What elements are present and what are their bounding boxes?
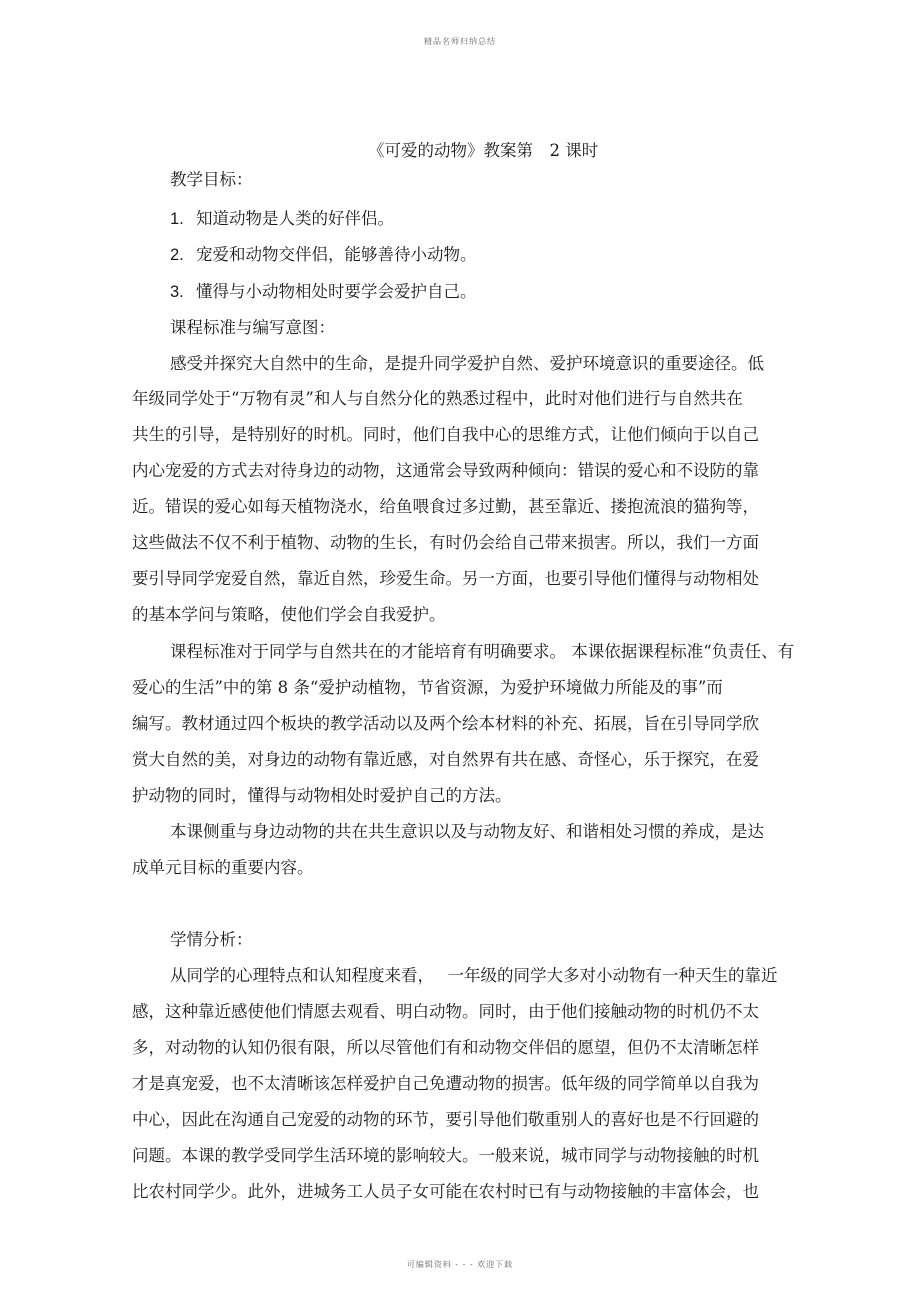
objective-item: [170, 209, 394, 229]
paragraph-line: 共生的引导，是特别好的时机。同时，他们自我中心的思维方式，让他们倾向于以自己: [132, 425, 759, 444]
paragraph-line: 才是真宠爱，也不太清晰该怎样爱护自己免遭动物的损害。低年级的同学简单以自我为: [132, 1074, 759, 1093]
page-header: 精品名师归纳总结: [424, 37, 496, 46]
paragraph-line: 本课侧重与身边动物的共在共生意识以及与动物友好、和谐相处习惯的养成，是达: [170, 822, 764, 841]
paragraph-line: 中心，因此在沟通自己宠爱的动物的环节，要引导他们敬重别人的喜好也是不行回避的: [132, 1110, 759, 1129]
paragraph-line: 课程标准对于同学与自然共在的才能培育有明确要求。 本课依据课程标准“负责任、有: [170, 642, 795, 661]
document-title: 《可爱的动物》教案第 2 课时: [368, 141, 599, 160]
objective-number: 1.: [170, 210, 184, 228]
paragraph-line: 这些做法不仅不利于植物、动物的生长，有时仍会给自己带来损害。所以，我们一方面: [132, 533, 759, 552]
paragraph-line: 内心宠爱的方式去对待身边的动物，这通常会导致两种倾向：错误的爱心和不设防的靠: [132, 461, 759, 480]
paragraph-line: 要引导同学宠爱自然，靠近自然，珍爱生命。另一方面，也要引导他们懂得与动物相处: [132, 569, 759, 588]
objective-text: 懂得与小动物相处时要学会爱护自己。: [196, 282, 477, 301]
paragraph-line: 比农村同学少。此外，进城务工人员子女可能在农村时已有与动物接触的丰富体会，也: [132, 1182, 759, 1201]
paragraph-line: 感，这种靠近感使他们情愿去观看、明白动物。同时，由于他们接触动物的时机仍不太: [132, 1002, 759, 1021]
objective-number: 3.: [170, 283, 184, 301]
paragraph-line: 从同学的心理特点和认知程度来看， 一年级的同学大多对小动物有一种天生的靠近: [170, 966, 778, 985]
paragraph-line: 问题。本课的教学受同学生活环境的影响较大。一般来说，城市同学与动物接触的时机: [132, 1146, 759, 1165]
objective-item: [170, 245, 477, 265]
objective-text: 宠爱和动物交伴侣，能够善待小动物。: [196, 245, 477, 264]
standards-heading: 课程标准与编写意图：: [170, 318, 335, 337]
paragraph-line: 赏大自然的美，对身边的动物有靠近感，对自然界有共在感、奇怪心，乐于探究，在爱: [132, 750, 759, 769]
page-footer: 可编辑资料 - - - 欢迎下载: [406, 1260, 514, 1269]
paragraph-line: 爱心的生活”中的第 8 条“爱护动植物，节省资源，为爱护环境做力所能及的事”而: [132, 678, 723, 697]
objective-text: 知道动物是人类的好伴侣。: [196, 209, 394, 228]
paragraph-line: 护动物的同时，懂得与动物相处时爱护自己的方法。: [132, 786, 512, 805]
paragraph-line: 年级同学处于“万物有灵”和人与自然分化的熟悉过程中，此时对他们进行与自然共在: [132, 389, 743, 408]
paragraph-line: 编写。教材通过四个板块的教学活动以及两个绘本材料的补充、拓展，旨在引导同学欣: [132, 714, 759, 733]
objective-item: [170, 282, 477, 302]
paragraph-line: 成单元目标的重要内容。: [132, 858, 314, 877]
paragraph-line: 近。错误的爱心如每天植物浇水，给鱼喂食过多过勤，甚至靠近、搂抱流浪的猫狗等，: [132, 497, 759, 516]
objectives-heading: 教学目标：: [170, 170, 253, 189]
paragraph-line: 多，对动物的认知仍很有限，所以尽管他们有和动物交伴侣的愿望，但仍不太清晰怎样: [132, 1038, 759, 1057]
paragraph-line: 的基本学问与策略，使他们学会自我爱护。: [132, 605, 446, 624]
analysis-heading: 学情分析：: [170, 930, 253, 949]
objective-number: 2.: [170, 246, 184, 264]
paragraph-line: 感受并探究大自然中的生命，是提升同学爱护自然、爱护环境意识的重要途径。低: [170, 354, 764, 373]
